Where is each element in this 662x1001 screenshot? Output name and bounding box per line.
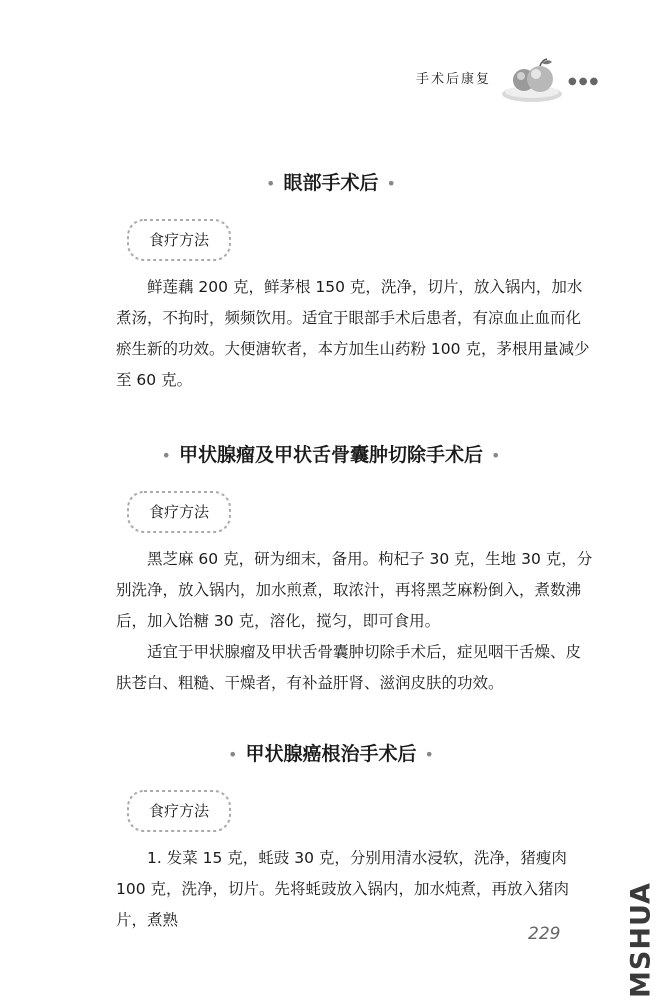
badge-label: 食疗方法: [148, 503, 209, 521]
running-header: [416, 54, 662, 104]
diet-therapy-badge: [126, 787, 232, 835]
diet-therapy-badge: [126, 216, 232, 264]
running-header-title: 手术后康复: [416, 72, 492, 87]
paragraph: 黑芝麻 60 克，研为细末，备用。枸杞子 30 克，生地 30 克，分别洗净，放入锅内，加水煎煮，取浓汁，再将黑芝麻粉倒入，煮数沸后，加入饴糖 30 克，溶化，搅匀，即可食用。: [116, 550, 593, 630]
title-bullet-left: •: [228, 745, 238, 764]
section-title-text: 甲状腺瘤及甲状舌骨囊肿切除手术后: [178, 444, 483, 466]
section-title-thyroid-cancer: [0, 739, 662, 766]
diet-therapy-badge: [126, 488, 232, 536]
paragraph: 1. 发菜 15 克，蚝豉 30 克，分别用清水浸软，洗净，猪瘦肉 100 克，洗净，切片。先将蚝豉放入锅内，加水炖煮，再放入猪肉片，煮熟: [116, 849, 570, 929]
title-bullet-right: •: [491, 446, 501, 465]
title-bullet-left: •: [161, 446, 171, 465]
title-bullet-right: •: [386, 174, 396, 193]
title-bullet-left: •: [266, 174, 276, 193]
section-title-thyroid-tumor: [0, 440, 662, 467]
section-title-text: 眼部手术后: [283, 172, 379, 194]
badge-label: 食疗方法: [148, 231, 209, 249]
section-title-text: 甲状腺癌根治手术后: [245, 743, 417, 765]
badge-label: 食疗方法: [148, 802, 209, 820]
paragraph: 适宜于甲状腺瘤及甲状舌骨囊肿切除手术后，症见咽干舌燥、皮肤苍白、粗糙、干燥者，有补益肝肾、滋润皮肤的功效。: [116, 643, 582, 692]
paragraph: 鲜莲藕 200 克，鲜茅根 150 克，洗净，切片，放入锅内，加水煮汤，不拘时，频频饮用。适宜于眼部手术后患者，有凉血止血而化瘀生新的功效。大便溏软者，本方加生山药粉 100 克，茅根用量减少至 60 克。: [116, 278, 590, 389]
title-bullet-right: •: [424, 745, 434, 764]
watermark-text: MSHUA: [625, 881, 657, 998]
section-title-eye-surgery: [0, 168, 662, 195]
page-number: 229: [528, 924, 561, 944]
apple-icon: [500, 54, 564, 104]
header-dots-decoration: ●●●: [568, 76, 601, 87]
watermark: [620, 878, 662, 1001]
